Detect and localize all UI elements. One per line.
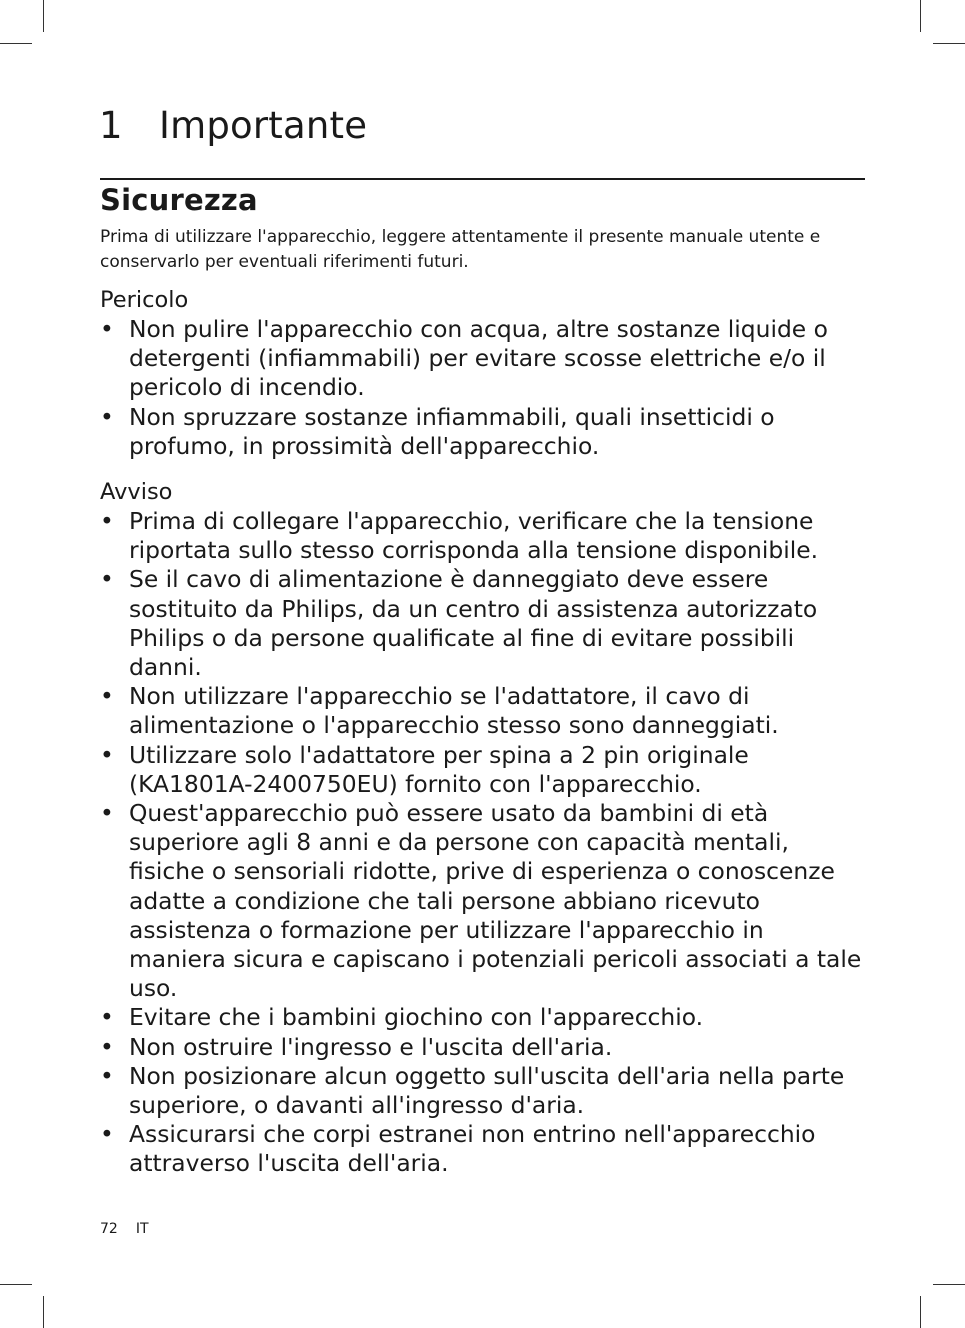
list-item: • Non ostruire l'ingresso e l'uscita dell'aria. [100, 1033, 865, 1062]
crop-mark [933, 43, 965, 44]
list-item: • Non posizionare alcun oggetto sull'uscita dell'aria nella parte superiore, o davanti all'ingresso d'aria. [100, 1062, 865, 1120]
list-item: • Non pulire l'apparecchio con acqua, altre sostanze liquide o detergenti (infiammabili) per evitare scosse elettriche e/o il pericolo di incendio. [100, 315, 865, 403]
list-item: • Non utilizzare l'apparecchio se l'adattatore, il cavo di alimentazione o l'apparecchio stesso sono danneggiati. [100, 682, 865, 740]
chapter-heading [99, 104, 367, 147]
list-item: • Prima di collegare l'apparecchio, verificare che la tensione riportata sullo stesso corrisponda alla tensione disponibile. [100, 507, 865, 565]
pericolo-list [100, 315, 865, 461]
avviso-heading: Avviso [100, 479, 173, 506]
page-number: 72 [100, 1221, 118, 1237]
list-item: • Non spruzzare sostanze infiammabili, quali insetticidi o profumo, in prossimità dell'apparecchio. [100, 403, 865, 461]
language-code: IT [135, 1221, 149, 1237]
chapter-number: 1 [99, 104, 123, 147]
crop-mark [43, 0, 44, 32]
crop-mark [0, 43, 32, 44]
list-item: • Evitare che i bambini giochino con l'apparecchio. [100, 1003, 865, 1032]
chapter-title: Importante [159, 104, 368, 147]
section-intro: Prima di utilizzare l'apparecchio, leggere attentamente il presente manuale utente e conservarlo per eventuali riferimenti futuri. [100, 227, 821, 272]
crop-mark [43, 1296, 44, 1328]
avviso-list [100, 507, 865, 1179]
section-title: Sicurezza [100, 183, 258, 217]
crop-mark [0, 1284, 32, 1285]
section-divider [100, 178, 865, 180]
list-item: • Assicurarsi che corpi estranei non entrino nell'apparecchio attraverso l'uscita dell'aria. [100, 1120, 865, 1178]
list-item: • Quest'apparecchio può essere usato da bambini di età superiore agli 8 anni e da persone con capacità mentali, fisiche o sensoriali ridotte, prive di esperienza o conoscenze adatte a condizione che tali persone abbiano ricevuto assistenza o formazione per utilizzare l'apparecchio in maniera sicura e capiscano i potenziali pericoli associati a tale uso. [100, 799, 865, 1003]
crop-mark [933, 1284, 965, 1285]
list-item: • Utilizzare solo l'adattatore per spina a 2 pin originale (KA1801A-2400750EU) fornito con l'apparecchio. [100, 741, 865, 799]
list-item: • Se il cavo di alimentazione è danneggiato deve essere sostituito da Philips, da un centro di assistenza autorizzato Philips o da persone qualificate al fine di evitare possibili danni. [100, 565, 865, 682]
page-footer [100, 1221, 149, 1237]
page-content [100, 181, 865, 1179]
pericolo-heading: Pericolo [100, 287, 189, 313]
crop-mark [920, 0, 921, 32]
crop-mark [920, 1296, 921, 1328]
spacer [100, 461, 865, 471]
